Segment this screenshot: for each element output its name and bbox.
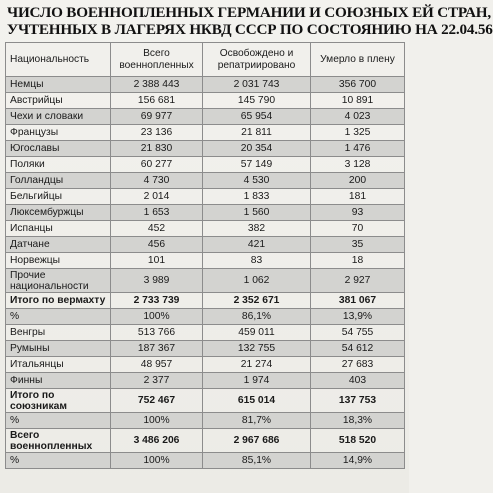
cell-nationality: Венгры [6, 325, 111, 341]
cell-released: 20 354 [203, 141, 311, 157]
cell-died: 137 753 [311, 389, 405, 413]
header-row [6, 43, 405, 77]
table-row [6, 293, 405, 309]
cell-total: 752 467 [111, 389, 203, 413]
cell-released: 145 790 [203, 93, 311, 109]
cell-total: 100% [111, 413, 203, 429]
table-row [6, 189, 405, 205]
cell-died: 4 023 [311, 109, 405, 125]
cell-released: 81,7% [203, 413, 311, 429]
cell-released: 21 274 [203, 357, 311, 373]
cell-died: 18 [311, 253, 405, 269]
table-row [6, 309, 405, 325]
cell-total: 101 [111, 253, 203, 269]
cell-total: 513 766 [111, 325, 203, 341]
cell-total: 156 681 [111, 93, 203, 109]
cell-released: 1 560 [203, 205, 311, 221]
table-title [7, 4, 493, 38]
table-row [6, 205, 405, 221]
cell-nationality: Французы [6, 125, 111, 141]
header-total: Всего военнопленных [111, 43, 203, 77]
cell-died: 54 612 [311, 341, 405, 357]
cell-nationality: Поляки [6, 157, 111, 173]
header-died: Умерло в плену [311, 43, 405, 77]
cell-nationality: % [6, 413, 111, 429]
cell-nationality: % [6, 309, 111, 325]
cell-nationality: Прочие национальности [6, 269, 111, 293]
cell-died: 356 700 [311, 77, 405, 93]
cell-total: 2 733 739 [111, 293, 203, 309]
cell-released: 1 062 [203, 269, 311, 293]
table-row [6, 173, 405, 189]
table-row [6, 109, 405, 125]
cell-nationality: Финны [6, 373, 111, 389]
cell-released: 615 014 [203, 389, 311, 413]
cell-released: 382 [203, 221, 311, 237]
table-row [6, 93, 405, 109]
title-line-2: УЧТЕННЫХ В ЛАГЕРЯХ НКВД СССР ПО СОСТОЯНИЮ НА 22.04.56 [7, 21, 493, 38]
cell-nationality: Голландцы [6, 173, 111, 189]
cell-died: 70 [311, 221, 405, 237]
cell-died: 13,9% [311, 309, 405, 325]
cell-released: 459 011 [203, 325, 311, 341]
cell-total: 100% [111, 453, 203, 469]
cell-died: 403 [311, 373, 405, 389]
header-released: Освобождено и репатриировано [203, 43, 311, 77]
cell-died: 14,9% [311, 453, 405, 469]
cell-released: 85,1% [203, 453, 311, 469]
cell-total: 2 014 [111, 189, 203, 205]
table-row [6, 237, 405, 253]
cell-nationality: % [6, 453, 111, 469]
table-row [6, 77, 405, 93]
cell-released: 4 530 [203, 173, 311, 189]
cell-released: 1 833 [203, 189, 311, 205]
table-row [6, 429, 405, 453]
cell-nationality: Итальянцы [6, 357, 111, 373]
header-nationality: Национальность [6, 43, 111, 77]
cell-nationality: Югославы [6, 141, 111, 157]
cell-nationality: Немцы [6, 77, 111, 93]
cell-nationality: Датчане [6, 237, 111, 253]
cell-total: 1 653 [111, 205, 203, 221]
pow-table [5, 42, 405, 469]
cell-nationality: Австрийцы [6, 93, 111, 109]
table-row [6, 157, 405, 173]
cell-total: 456 [111, 237, 203, 253]
cell-total: 23 136 [111, 125, 203, 141]
table-row [6, 269, 405, 293]
table-row [6, 253, 405, 269]
cell-died: 181 [311, 189, 405, 205]
cell-released: 65 954 [203, 109, 311, 125]
cell-released: 21 811 [203, 125, 311, 141]
cell-died: 10 891 [311, 93, 405, 109]
cell-total: 69 977 [111, 109, 203, 125]
cell-died: 1 325 [311, 125, 405, 141]
cell-nationality: Румыны [6, 341, 111, 357]
cell-released: 1 974 [203, 373, 311, 389]
cell-released: 421 [203, 237, 311, 253]
table-row [6, 341, 405, 357]
cell-died: 35 [311, 237, 405, 253]
table-row [6, 357, 405, 373]
title-line-1: ЧИСЛО ВОЕННОПЛЕННЫХ ГЕРМАНИИ И СОЮЗНЫХ ЕЙ СТРАН, [7, 4, 492, 21]
cell-died: 18,3% [311, 413, 405, 429]
cell-total: 48 957 [111, 357, 203, 373]
cell-total: 187 367 [111, 341, 203, 357]
cell-total: 4 730 [111, 173, 203, 189]
cell-nationality: Чехи и словаки [6, 109, 111, 125]
cell-released: 83 [203, 253, 311, 269]
cell-nationality: Итого по союзникам [6, 389, 111, 413]
table-body [6, 77, 405, 469]
cell-died: 3 128 [311, 157, 405, 173]
table-row [6, 141, 405, 157]
cell-released: 86,1% [203, 309, 311, 325]
cell-released: 57 149 [203, 157, 311, 173]
table-row [6, 221, 405, 237]
cell-nationality: Итого по вермахту [6, 293, 111, 309]
table-row [6, 325, 405, 341]
cell-released: 132 755 [203, 341, 311, 357]
cell-total: 2 377 [111, 373, 203, 389]
cell-total: 3 486 206 [111, 429, 203, 453]
cell-died: 54 755 [311, 325, 405, 341]
table-row [6, 125, 405, 141]
cell-total: 100% [111, 309, 203, 325]
cell-total: 3 989 [111, 269, 203, 293]
cell-died: 518 520 [311, 429, 405, 453]
table-row [6, 389, 405, 413]
cell-total: 60 277 [111, 157, 203, 173]
cell-died: 93 [311, 205, 405, 221]
cell-released: 2 031 743 [203, 77, 311, 93]
cell-died: 1 476 [311, 141, 405, 157]
cell-total: 452 [111, 221, 203, 237]
cell-released: 2 352 671 [203, 293, 311, 309]
cell-died: 27 683 [311, 357, 405, 373]
cell-nationality: Бельгийцы [6, 189, 111, 205]
cell-total: 21 830 [111, 141, 203, 157]
cell-died: 2 927 [311, 269, 405, 293]
cell-died: 200 [311, 173, 405, 189]
cell-died: 381 067 [311, 293, 405, 309]
table-row [6, 373, 405, 389]
cell-nationality: Всего военнопленных [6, 429, 111, 453]
table-row [6, 413, 405, 429]
cell-released: 2 967 686 [203, 429, 311, 453]
table-row [6, 453, 405, 469]
cell-total: 2 388 443 [111, 77, 203, 93]
cell-nationality: Люксембуржцы [6, 205, 111, 221]
cell-nationality: Норвежцы [6, 253, 111, 269]
cell-nationality: Испанцы [6, 221, 111, 237]
